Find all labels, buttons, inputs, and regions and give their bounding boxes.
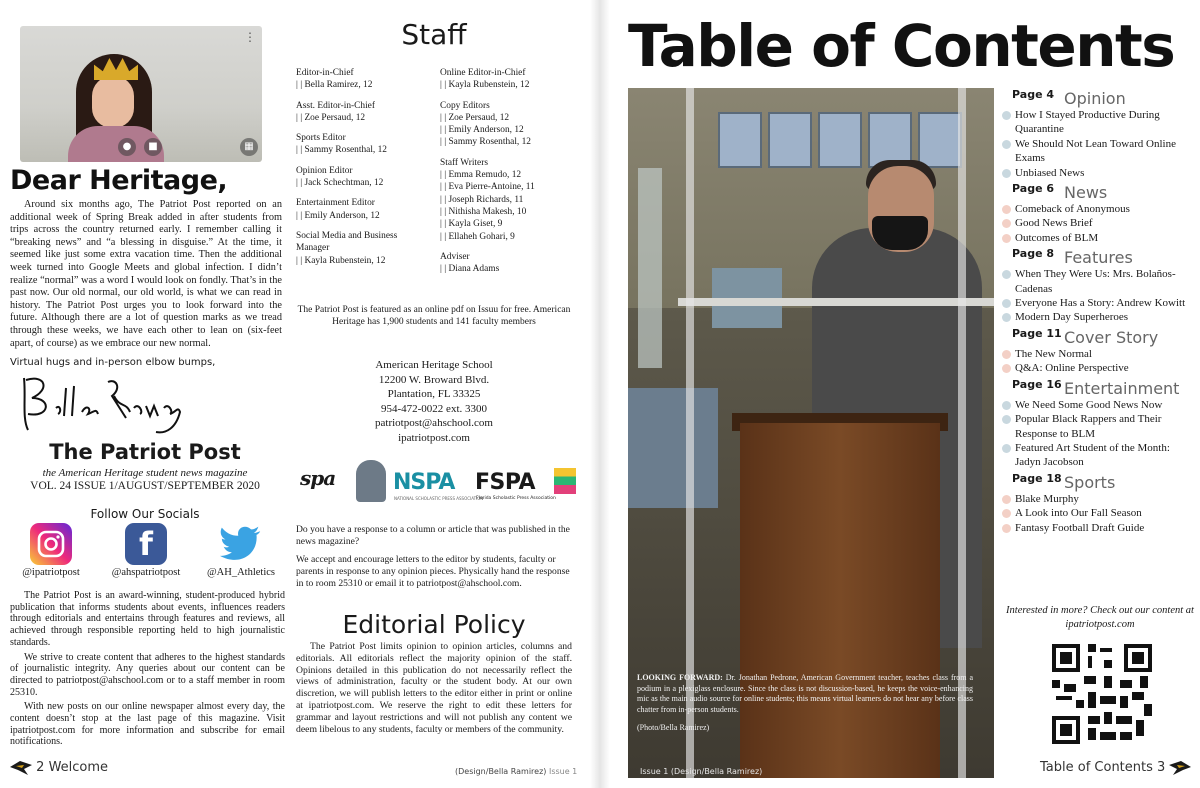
staff-name: | | Jack Schechtman, 12: [296, 178, 384, 189]
toc-item[interactable]: [1000, 310, 1198, 324]
editorial-body: The Patriot Post limits opinion to opinion articles, columns and editorials. All editorials reflect the majority opinion of the staff. Opinions detailed in this publication do not necessarily reflect the views of administration, faculty or the student body. At our own discretion, we will publish letters to the editor either in print or online at ipatriotpost.com. We reserve the right to edit these letters for grammar and layout restrictions and will not publish any content we deem libelous to any students, faculty or members of the community.: [296, 641, 572, 735]
staff-role: Online Editor-in-Chief: [440, 68, 526, 78]
bullet-dot-icon: [1002, 140, 1011, 149]
toc-section-features[interactable]: [1000, 245, 1198, 325]
letters-to-editor: [296, 524, 576, 596]
staff-name: | | Emma Remudo, 12: [440, 170, 522, 181]
toc-page-number: Page 16: [1012, 377, 1062, 391]
toc-item[interactable]: [1000, 296, 1198, 310]
photo-person-face: [92, 76, 134, 128]
toc-section-header: [1000, 376, 1198, 398]
bullet-dot-icon: [1002, 299, 1011, 308]
address-line: 12200 W. Broward Blvd.: [378, 373, 490, 386]
toc-section-opinion[interactable]: [1000, 86, 1198, 180]
toc-page-number: Page 4: [1012, 88, 1055, 101]
masthead-volume: VOL. 24 ISSUE 1/AUGUST/SEPTEMBER 2020: [30, 480, 260, 492]
toc-item[interactable]: [1000, 202, 1198, 216]
toc-page-number: Page 8: [1012, 247, 1055, 261]
staff-name: | | Nithisha Makesh, 10: [440, 206, 527, 217]
toc-item-label: Everyone Has a Story: Andrew Kowitt: [1015, 297, 1186, 310]
staff-name: | | Ellaheh Gohari, 9: [440, 231, 515, 242]
staff-name: | | Sammy Rosenthal, 12: [296, 145, 387, 156]
staff-name: | | Emily Anderson, 12: [296, 210, 380, 221]
staff-entry: [440, 67, 580, 92]
bullet-dot-icon: [1002, 169, 1011, 178]
toc-item-label: Comeback of Anonymous: [1015, 203, 1130, 216]
staff-entry: [296, 197, 436, 222]
bullet-dot-icon: [1002, 509, 1011, 518]
toc-item-label: The New Normal: [1015, 347, 1092, 360]
staff-role: Asst. Editor-in-Chief: [296, 100, 375, 111]
masthead-title: The Patriot Post: [49, 440, 241, 464]
staff-role: Social Media and Business Manager: [296, 230, 398, 254]
design-credit-left: [455, 767, 577, 776]
instagram-handle: @ipatriotpost: [22, 567, 80, 578]
folio-left: [10, 760, 108, 775]
social-twitter[interactable]: [196, 523, 286, 578]
staff-role: Adviser: [440, 251, 470, 262]
toc-item-label: We Need Some Good News Now: [1015, 398, 1163, 411]
toc-list: [1000, 86, 1198, 535]
folio-right: [1040, 760, 1191, 775]
bullet-dot-icon: [1002, 270, 1011, 279]
patriot-logo-icon: [10, 761, 32, 775]
more-options-icon: ⋮: [244, 30, 256, 44]
about-paragraph: The Patriot Post is an award-winning, student-produced hybrid publication that informs students about events, influences readers through editorials and entertains through features and reviews, all achieved through responsible reporting held to high journalistic standards.: [10, 590, 285, 648]
photo-caption: [637, 673, 973, 734]
toc-item-label: How I Stayed Productive During Quarantine: [1015, 109, 1160, 136]
toc-item-label: Fantasy Football Draft Guide: [1015, 521, 1145, 534]
facebook-handle: @ahspatriotpost: [111, 567, 181, 578]
address-line: 954-472-0022 ext. 3300: [380, 402, 487, 415]
staff-name: | | Kayla Rubenstein, 12: [296, 255, 386, 266]
social-instagram[interactable]: [6, 523, 96, 578]
address-line: American Heritage School: [375, 359, 493, 371]
toc-section-name: Sports: [1064, 472, 1116, 492]
about-paragraph: We strive to create content that adheres to the highest standards of journalistic integrity. Any queries about our content can be directed to patriotpost@ahschool.com or to a staff member in room 25310.: [10, 651, 285, 698]
photo-plexiglass-rail: [678, 298, 994, 306]
nspa-logo: NSPA: [393, 470, 455, 495]
staff-role: Staff Writers: [440, 157, 488, 168]
social-facebook[interactable]: [101, 523, 191, 578]
toc-item[interactable]: [1000, 231, 1198, 245]
toc-item-label: Q&A: Online Perspective: [1015, 362, 1129, 375]
toc-item-label: Popular Black Rappers and Their Response to BLM: [1015, 413, 1162, 440]
toc-section-header: [1000, 180, 1198, 202]
toc-item[interactable]: [1000, 521, 1198, 535]
toc-item[interactable]: [1000, 398, 1198, 412]
bullet-dot-icon: [1002, 524, 1011, 533]
toc-section-header: [1000, 470, 1198, 492]
toc-item[interactable]: [1000, 506, 1198, 520]
staff-entry: [440, 251, 580, 276]
staff-column-b: [440, 67, 580, 283]
photo-wall-art: [918, 112, 962, 168]
staff-name: | | Joseph Richards, 11: [440, 194, 524, 205]
twitter-icon: [220, 523, 262, 565]
toc-section-header: [1000, 245, 1198, 267]
staff-entry: [440, 157, 580, 243]
video-call-photo: [20, 26, 262, 162]
staff-entry: [296, 100, 436, 125]
staff-name: | | Bella Ramirez, 12: [296, 80, 373, 91]
toc-section-news[interactable]: [1000, 180, 1198, 245]
address-line: Plantation, FL 33325: [387, 388, 481, 400]
about-section: [10, 590, 285, 751]
toc-section-name: Entertainment: [1064, 378, 1180, 398]
press-association-logos: [300, 460, 580, 506]
staff-role: Entertainment Editor: [296, 198, 375, 209]
toc-item-label: Unbiased News: [1015, 166, 1085, 179]
staff-name: | | Diana Adams: [440, 264, 500, 275]
letters-paragraph: We accept and encourage letters to the editor by students, faculty or parents in response to any opinion pieces. Physically hand the response in to room 25310 or email it to patriotpost@ahschool.com.: [296, 554, 570, 589]
toc-page-number: Page 6: [1012, 182, 1055, 196]
staff-name: | | Kayla Giset, 9: [440, 219, 503, 230]
staff-entry: [296, 67, 436, 92]
toc-item-label: We Should Not Lean Toward Online Exams: [1015, 137, 1176, 165]
qr-code[interactable]: [1052, 644, 1152, 744]
address-email: patriotpost@ahschool.com: [375, 417, 493, 429]
toc-item-label: Modern Day Superheroes: [1015, 311, 1129, 324]
design-credit-right: [640, 767, 762, 776]
caption-lead: LOOKING FORWARD:: [637, 673, 723, 682]
interested-note: Interested in more? Check out our content at ipatriotpost.com: [1006, 605, 1194, 630]
toc-item-label: When They Were Us: Mrs. Bolaños-Cadenas: [1015, 268, 1176, 295]
folio-section: Welcome: [48, 760, 109, 775]
toc-item-label: Outcomes of BLM: [1015, 231, 1099, 244]
toc-item-label: Blake Murphy: [1015, 492, 1079, 505]
toc-item-label: Featured Art Student of the Month: Jadyn Jacobson: [1015, 441, 1170, 469]
toc-item[interactable]: [1000, 347, 1198, 361]
toc-section-cover-story[interactable]: [1000, 325, 1198, 376]
fspa-logo-subtitle: Florida Scholastic Press Association: [476, 496, 556, 501]
seal-logo-icon: [356, 460, 386, 502]
photo-face-mask: [872, 216, 928, 250]
about-paragraph: With new posts on our online newspaper almost every day, the content doesn’t stop at the last page of this magazine. Visit ipatriotpost.com for more information and subscribe for email notifications.: [10, 701, 285, 748]
staff-name: | | Zoe Persaud, 12: [296, 112, 366, 123]
editorial-heading: Editorial Policy: [342, 610, 526, 639]
design-credit: (Design/Bella Ramirez): [455, 767, 547, 776]
bullet-dot-icon: [1002, 219, 1011, 228]
letters-paragraph: Do you have a response to a column or article that was published in the news magazine?: [296, 524, 570, 547]
toc-item-label: Good News Brief: [1015, 217, 1093, 230]
facebook-icon: f: [125, 523, 167, 565]
toc-item[interactable]: [1000, 166, 1198, 180]
staff-entry: [296, 165, 436, 190]
toc-item[interactable]: [1000, 361, 1198, 375]
photo-credit: (Photo/Bella Ramirez): [637, 723, 710, 733]
layout-icon: ▦: [240, 138, 258, 156]
toc-page-number: Page 11: [1012, 326, 1062, 340]
bullet-dot-icon: [1002, 205, 1011, 214]
staff-column-a: [296, 67, 436, 275]
staff-entry: [440, 100, 580, 149]
letter-body: Around six months ago, The Patriot Post reported on an additional week of Spring Break added in after students from trips across the country returned early. I remember calling it “breaking news” and “a blessing in disguise.” At the time, it seemed like just some extra vacation time. Then the additional week turned into Google Meets and global infection. I didn’t realize “normal” was a word I would look on fondly. That’s in the past now. Our old normal, our old world, is what we can read in history. The Patriot Post urges you to look forward into the future. Although there are a lot of question marks as we tread through these weeks, we have each other to lean on (six-feet apart, of course) as we embrace our new normal.: [10, 199, 282, 349]
bullet-dot-icon: [1002, 401, 1011, 410]
toc-item[interactable]: [1000, 441, 1198, 470]
staff-name: | | Sammy Rosenthal, 12: [440, 137, 531, 148]
design-credit: (Design/Bella Ramirez): [670, 767, 763, 776]
folio-page-number: 2: [36, 760, 45, 775]
spa-logo: spa: [300, 466, 336, 490]
fspa-mark-icon: [554, 468, 576, 494]
photo-window: [638, 168, 662, 368]
microphone-icon: ●: [118, 138, 136, 156]
toc-item[interactable]: [1000, 267, 1198, 296]
staff-heading: Staff: [401, 18, 467, 51]
toc-title: Table of Contents: [628, 12, 1175, 80]
issue-label: Issue 1: [640, 767, 669, 776]
staff-name: | | Zoe Persaud, 12: [440, 112, 510, 123]
toc-section-sports[interactable]: [1000, 470, 1198, 535]
toc-item[interactable]: [1000, 216, 1198, 230]
staff-note: The Patriot Post is featured as an online pdf on Issuu for free. American Heritage has 1,900 students and 141 faculty members: [297, 305, 571, 327]
folio-page-number: 3: [1157, 760, 1166, 775]
staff-role: Sports Editor: [296, 133, 346, 144]
photo-wall-art: [818, 112, 862, 168]
photo-wall-art: [768, 112, 812, 168]
photo-shelf: [628, 388, 718, 508]
photo-wall-art: [718, 112, 762, 168]
staff-role: Copy Editors: [440, 100, 490, 111]
page-gutter: [590, 0, 610, 788]
nspa-logo-subtitle: NATIONAL SCHOLASTIC PRESS ASSOCIATION: [394, 496, 484, 501]
toc-item[interactable]: [1000, 108, 1198, 137]
toc-section-name: Features: [1064, 248, 1133, 268]
staff-role: Editor-in-Chief: [296, 68, 354, 78]
toc-item-label: A Look into Our Fall Season: [1015, 507, 1142, 520]
patriot-logo-icon: [1169, 761, 1191, 775]
staff-role: Opinion Editor: [296, 165, 353, 176]
toc-item[interactable]: [1000, 492, 1198, 506]
toc-item[interactable]: [1000, 412, 1198, 441]
twitter-handle: @AH_Athletics: [207, 567, 275, 578]
letter-signoff: Virtual hugs and in-person elbow bumps,: [10, 357, 216, 368]
staff-entry: [296, 132, 436, 157]
letter-title: Dear Heritage,: [10, 165, 228, 196]
toc-section-name: Opinion: [1064, 89, 1126, 108]
bullet-dot-icon: [1002, 111, 1011, 120]
toc-section-header: [1000, 86, 1198, 108]
issue-label: Issue 1: [548, 767, 578, 776]
staff-name: | | Emily Anderson, 12: [440, 125, 524, 136]
caption-text: Dr. Jonathan Pedrone, American Government teacher, teaches class from a podium in a plexiglass enclosure. Since the class is not discussion-based, he keeps the voice-enhancing mic as the main audio source for online students; this means virtual learners do not hear any before class chatter from in-person students.: [637, 673, 974, 714]
masthead-subtitle: the American Heritage student news magazine: [42, 467, 248, 479]
staff-name: | | Kayla Rubenstein, 12: [440, 80, 530, 91]
bullet-dot-icon: [1002, 415, 1011, 424]
toc-section-header: [1000, 325, 1198, 347]
bullet-dot-icon: [1002, 495, 1011, 504]
toc-section-entertainment[interactable]: [1000, 376, 1198, 470]
school-address: [296, 358, 572, 445]
instagram-icon: [30, 523, 72, 565]
toc-page-number: Page 18: [1012, 471, 1062, 485]
address-website: ipatriotpost.com: [398, 431, 470, 444]
staff-name: | | Eva Pierre-Antoine, 11: [440, 182, 535, 193]
toc-section-name: News: [1064, 183, 1108, 203]
bullet-dot-icon: [1002, 444, 1011, 453]
camera-icon: ■: [144, 138, 162, 156]
toc-item[interactable]: [1000, 137, 1198, 166]
bullet-dot-icon: [1002, 350, 1011, 359]
handwritten-signature: [16, 368, 186, 438]
bullet-dot-icon: [1002, 364, 1011, 373]
folio-section: Table of Contents: [1040, 760, 1153, 775]
fspa-logo: FSPA: [475, 470, 536, 495]
toc-section-name: Cover Story: [1064, 327, 1159, 347]
staff-entry: [296, 230, 404, 267]
bullet-dot-icon: [1002, 234, 1011, 243]
socials-heading: Follow Our Socials: [90, 507, 200, 521]
bullet-dot-icon: [1002, 313, 1011, 322]
